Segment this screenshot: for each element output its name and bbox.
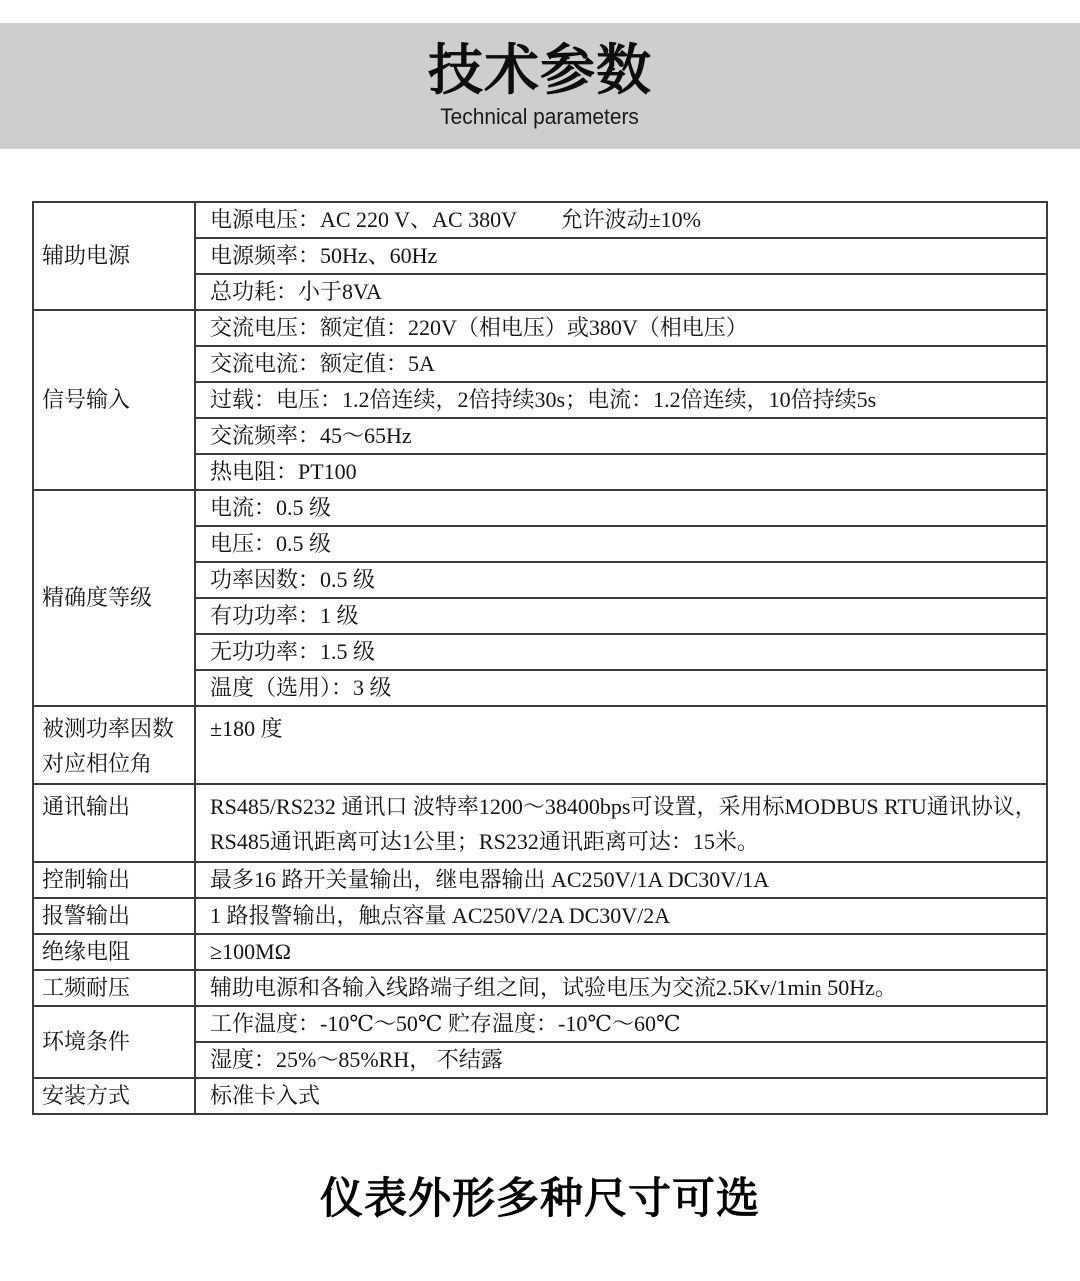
table-row <box>33 970 1047 1006</box>
table-row <box>33 490 1047 526</box>
spec-value: 温度（选用）：3 级 <box>195 670 1047 706</box>
spec-value: 湿度：25%～85%RH， 不结露 <box>195 1042 1047 1078</box>
table-row <box>33 202 1047 238</box>
spec-label: 精确度等级 <box>33 490 195 706</box>
spec-value: 交流电流：额定值：5A <box>195 346 1047 382</box>
table-row <box>33 784 1047 862</box>
spec-value: 1 路报警输出，触点容量 AC250V/2A DC30V/2A <box>195 898 1047 934</box>
top-white-margin <box>0 0 1080 23</box>
spec-label: 报警输出 <box>33 898 195 934</box>
page-title: 技术参数 <box>427 39 652 102</box>
section-header-band <box>0 23 1080 149</box>
spec-label: 信号输入 <box>33 310 195 490</box>
table-row <box>33 898 1047 934</box>
spec-label <box>33 706 195 784</box>
spec-label: 通讯输出 <box>33 784 195 862</box>
bottom-caption: 仪表外形多种尺寸可选 <box>320 1175 760 1223</box>
spec-value: 最多16 路开关量输出，继电器输出 AC250V/1A DC30V/1A <box>195 862 1047 898</box>
spec-value: 功率因数：0.5 级 <box>195 562 1047 598</box>
spec-table-body <box>33 202 1047 1114</box>
bottom-white-margin <box>0 1226 1080 1281</box>
spec-label: 安装方式 <box>33 1078 195 1114</box>
spec-label: 环境条件 <box>33 1006 195 1078</box>
spec-value: 热电阻：PT100 <box>195 454 1047 490</box>
spec-value: 总功耗：小于8VA <box>195 274 1047 310</box>
spec-value: 电压：0.5 级 <box>195 526 1047 562</box>
spec-value: 电流：0.5 级 <box>195 490 1047 526</box>
table-row <box>33 1006 1047 1042</box>
spec-value: RS485/RS232 通讯口 波特率1200～38400bps可设置，采用标MODBUS RTU通讯协议，RS485通讯距离可达1公里；RS232通讯距离可达：15米。 <box>195 784 1047 862</box>
table-row <box>33 310 1047 346</box>
spec-value: 电源电压：AC 220 V、AC 380V 允许波动±10% <box>195 202 1047 238</box>
table-row <box>33 1078 1047 1114</box>
spec-value: 标准卡入式 <box>195 1078 1047 1114</box>
spec-label: 绝缘电阻 <box>33 934 195 970</box>
spec-value: 辅助电源和各输入线路端子组之间，试验电压为交流2.5Kv/1min 50Hz。 <box>195 970 1047 1006</box>
spec-value: 交流电压：额定值：220V（相电压）或380V（相电压） <box>195 310 1047 346</box>
spec-value: ≥100MΩ <box>195 934 1047 970</box>
spec-label-line: 对应相位角 <box>42 751 153 776</box>
spec-label: 辅助电源 <box>33 202 195 310</box>
spec-value: 交流频率：45～65Hz <box>195 418 1047 454</box>
table-row <box>33 934 1047 970</box>
spec-value: 过载：电压：1.2倍连续，2倍持续30s；电流：1.2倍连续，10倍持续5s <box>195 382 1047 418</box>
table-row <box>33 862 1047 898</box>
spec-label: 控制输出 <box>33 862 195 898</box>
spec-value: 有功功率：1 级 <box>195 598 1047 634</box>
spec-value: 电源频率：50Hz、60Hz <box>195 238 1047 274</box>
spec-value: 无功功率：1.5 级 <box>195 634 1047 670</box>
table-row <box>33 706 1047 784</box>
spec-label-line: 被测功率因数 <box>42 716 175 741</box>
spec-table <box>32 201 1048 1115</box>
spec-value: ±180 度 <box>195 706 1047 784</box>
spec-value: 工作温度：-10℃～50℃ 贮存温度：-10℃～60℃ <box>195 1006 1047 1042</box>
spec-label: 工频耐压 <box>33 970 195 1006</box>
page-subtitle: Technical parameters <box>440 103 640 129</box>
